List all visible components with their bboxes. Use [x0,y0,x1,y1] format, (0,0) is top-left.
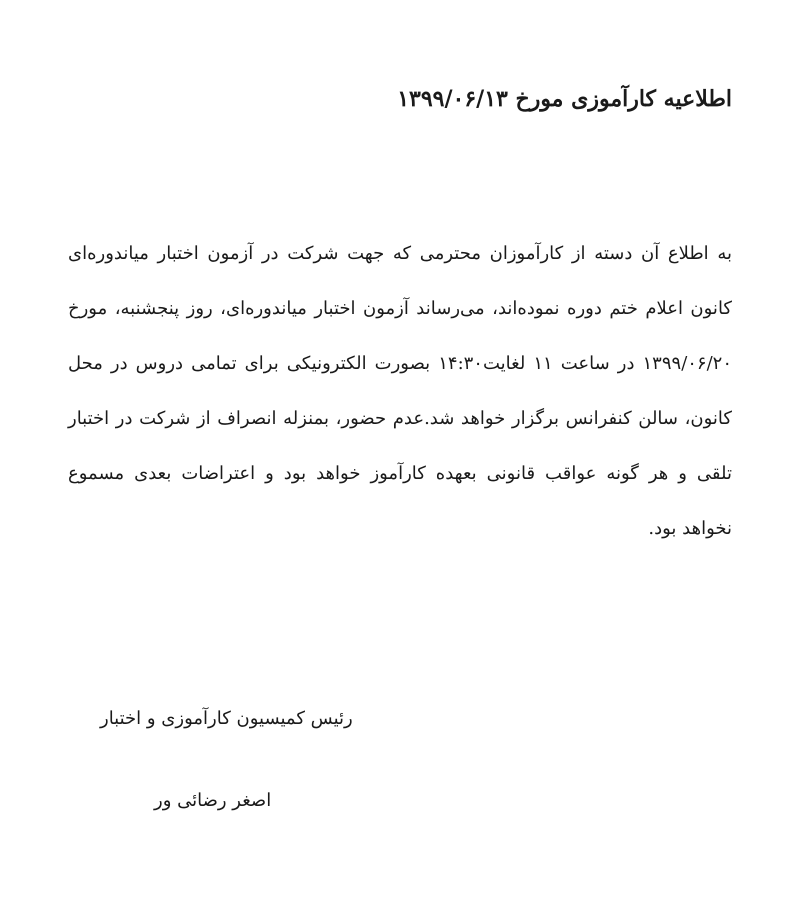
signatory-name: اصغر رضائی ور [154,790,272,811]
announcement-title: اطلاعیه کارآموزی مورخ ۱۳۹۹/۰۶/۱۳ [397,86,732,112]
signatory-role: رئیس کمیسیون کارآموزی و اختبار [100,708,353,729]
announcement-body: به اطلاع آن دسته از کارآموزان محترمی که جهت شرکت در آزمون اختبار میاندوره‌ای کانون اعلام ختم دوره نموده‌اند، می‌رساند آزمون اختبار میاندوره‌ای، روز پنجشنبه، مورخ ۱۳۹۹/۰۶/۲۰ در ساعت ۱۱ لغایت۱۴:۳۰ بصورت الکترونیکی برای تمامی دروس در محل کانون، سالن کنفرانس برگزار خواهد شد.عدم حضور، بمنزله انصراف از شرکت در اختبار تلقی و هر گونه عواقب قانونی بعهده کارآموز خواهد بود و اعتراضات بعدی مسموع نخواهد بود. [68,243,732,539]
